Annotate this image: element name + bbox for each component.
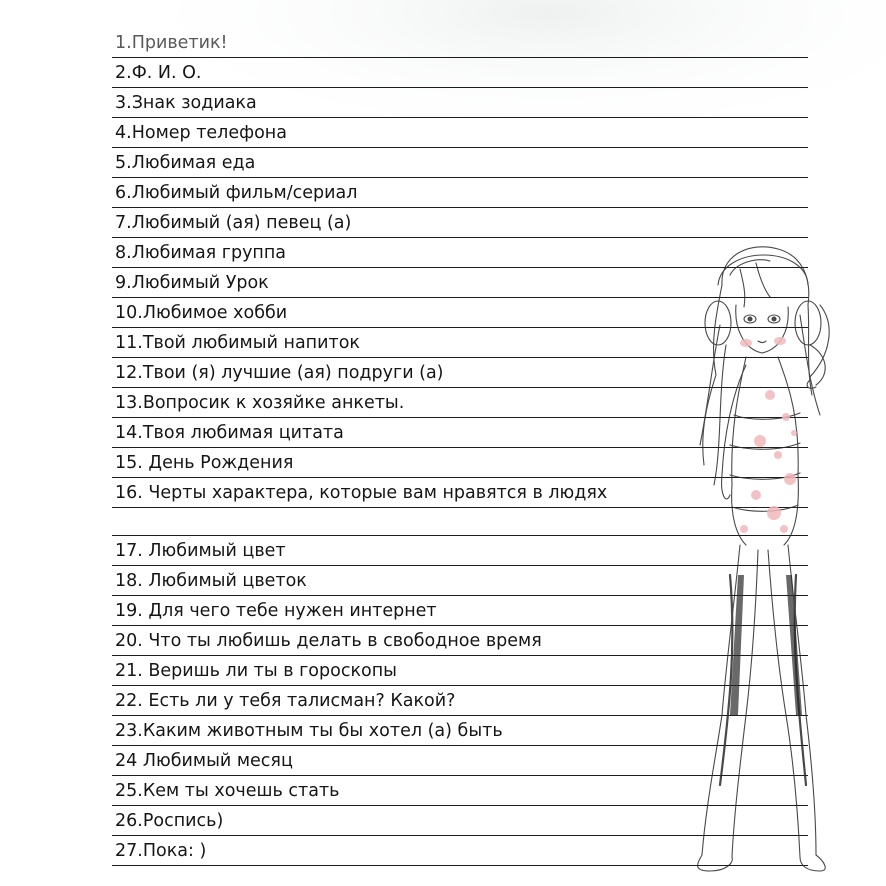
question-text: 7.Любимый (ая) певец (а) [115,213,352,233]
question-row-4 [112,118,808,148]
question-text: 23.Каким животным ты бы хотел (а) быть [115,721,503,741]
question-text: 24 Любимый месяц [115,751,293,771]
question-text: 13.Вопросик к хозяйке анкеты. [115,393,405,413]
question-row-7 [112,208,808,238]
question-text: 10.Любимое хобби [115,303,288,323]
question-text: 15. День Рождения [115,453,294,473]
question-text: 3.Знак зодиака [115,93,257,113]
question-text: 9.Любимый Урок [115,273,269,293]
question-text: 2.Ф. И. О. [115,63,202,83]
question-text: 6.Любимый фильм/сериал [115,183,358,203]
question-text: 17. Любимый цвет [115,541,286,561]
question-text: 5.Любимая еда [115,153,256,173]
question-text: 22. Есть ли у тебя талисман? Какой? [115,691,456,711]
girl-with-headphones-illustration [660,245,860,875]
question-text: 12.Твои (я) лучшие (ая) подруги (а) [115,363,444,383]
question-text: 19. Для чего тебе нужен интернет [115,601,437,621]
question-text: 27.Пока: ) [115,841,207,861]
question-text: 1.Приветик! [115,33,228,53]
question-text: 14.Твоя любимая цитата [115,423,344,443]
question-row-1 [112,28,808,58]
question-text: 8.Любимая группа [115,243,287,263]
question-text: 20. Что ты любишь делать в свободное время [115,631,542,651]
question-text: 4.Номер телефона [115,123,287,143]
question-text: 11.Твой любимый напиток [115,333,360,353]
question-row-2 [112,58,808,88]
question-text: 21. Веришь ли ты в гороскопы [115,661,397,681]
question-text: 18. Любимый цветок [115,571,307,591]
question-row-3 [112,88,808,118]
question-row-6 [112,178,808,208]
question-text: 26.Роспись) [115,811,224,831]
question-row-5 [112,148,808,178]
question-text: 25.Кем ты хочешь стать [115,781,340,801]
question-text: 16. Черты характера, которые вам нравятся в людях [115,483,608,503]
